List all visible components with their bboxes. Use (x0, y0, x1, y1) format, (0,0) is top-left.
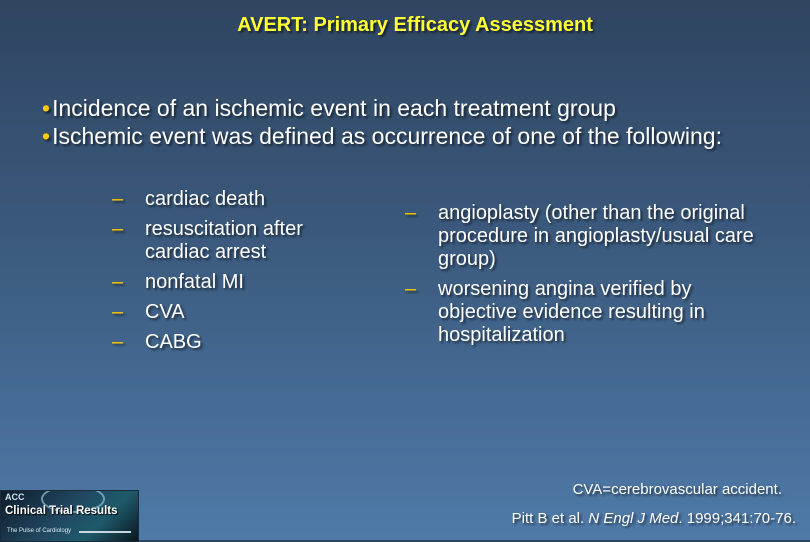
list-item (112, 331, 352, 354)
dash-icon: – (405, 278, 417, 300)
bullet-text: Ischemic event was defined as occurrence of one of the following: (52, 123, 722, 149)
list-item-text: angioplasty (other than the original procedure in angioplasty/usual care group) (438, 202, 754, 270)
list-item (405, 278, 765, 347)
list-item (112, 188, 352, 211)
citation-journal: N Engl J Med (588, 510, 679, 527)
list-item-text: resuscitation after cardiac arrest (145, 218, 303, 263)
clinical-trial-results-logo (0, 490, 139, 542)
list-item-text: worsening angina verified by objective evidence resulting in hospitalization (438, 278, 705, 346)
main-bullets (42, 94, 802, 150)
bullet-text: Incidence of an ischemic event in each treatment group (52, 95, 616, 121)
list-item (112, 301, 352, 324)
list-item (405, 202, 765, 271)
logo-acc-text: ACC (5, 492, 25, 502)
list-item (112, 218, 352, 264)
event-list-left (112, 188, 352, 361)
list-item-text: cardiac death (145, 188, 266, 210)
citation-authors: Pitt B et al. (511, 510, 585, 527)
list-item-text: CVA (145, 301, 185, 323)
logo-name: Clinical Trial Results (5, 505, 118, 517)
list-item-text: nonfatal MI (145, 271, 244, 293)
citation-details: . 1999;341:70-76. (678, 510, 796, 527)
bullet-item (42, 122, 802, 150)
list-item-text: CABG (145, 331, 202, 353)
slide-title: AVERT: Primary Efficacy Assessment (237, 14, 593, 36)
dash-icon: – (112, 218, 124, 240)
logo-bar (79, 531, 131, 533)
dash-icon: – (112, 271, 124, 293)
logo-tagline: The Pulse of Cardiology (7, 528, 72, 534)
dash-icon: – (112, 188, 124, 210)
dash-icon: – (112, 301, 124, 323)
list-item (112, 271, 352, 294)
footnote: CVA=cerebrovascular accident. (572, 481, 782, 498)
bullet-item (42, 94, 802, 122)
dash-icon: – (405, 202, 417, 224)
bullet-icon: • (42, 95, 51, 121)
dash-icon: – (112, 331, 124, 353)
bullet-icon: • (42, 123, 51, 149)
event-list-right (405, 202, 765, 354)
citation (512, 510, 796, 527)
